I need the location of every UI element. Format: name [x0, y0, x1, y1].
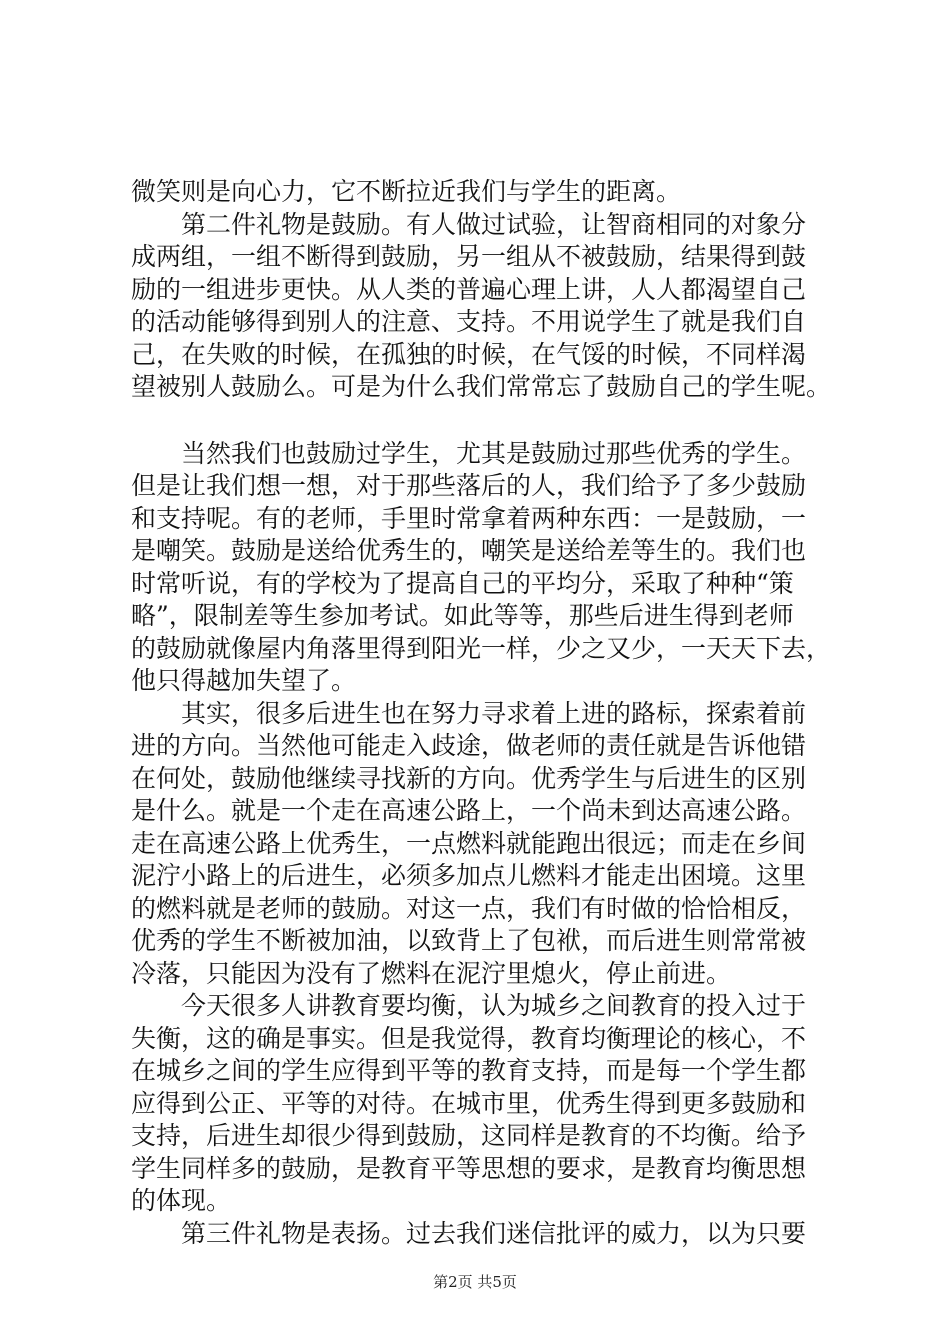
text-line: 今天很多人讲教育要均衡，认为城乡之间教育的投入过于 — [131, 991, 807, 1020]
text-line: 其实，很多后进生也在努力寻求着上进的路标，探索着前 — [131, 698, 807, 728]
text-line: 望被别人鼓励么。可是为什么我们常常忘了鼓励自己的学生呢。 — [131, 372, 831, 401]
text-line: 的鼓励就像屋内角落里得到阳光一样，少之又少，一天天下去， — [131, 633, 831, 663]
text-line: 当然我们也鼓励过学生，尤其是鼓励过那些优秀的学生。 — [131, 438, 807, 468]
text-line: 第二件礼物是鼓励。有人做过试验，让智商相同的对象分 — [131, 209, 807, 239]
text-line: 学生同样多的鼓励，是教育平等思想的要求，是教育均衡思想 — [131, 1153, 807, 1183]
text-line: 泥泞小路上的后进生，必须多加点儿燃料才能走出困境。这里 — [131, 861, 807, 890]
text-line: 失衡，这的确是事实。但是我觉得，教育均衡理论的核心，不 — [131, 1023, 807, 1053]
paragraph-gap — [131, 404, 831, 438]
text-line: 应得到公正、平等的对待。在城市里，优秀生得到更多鼓励和 — [131, 1088, 807, 1118]
text-line: 但是让我们想一想，对于那些落后的人，我们给予了多少鼓励 — [131, 471, 807, 500]
text-line: 时常听说，有的学校为了提高自己的平均分，采取了种种“策 — [131, 568, 794, 598]
text-block-1 — [131, 176, 831, 404]
text-block-2 — [131, 438, 831, 1251]
text-line: 在何处，鼓励他继续寻找新的方向。优秀学生与后进生的区别 — [131, 763, 807, 793]
text-line: 在城乡之间的学生应得到平等的教育支持，而是每一个学生都 — [131, 1056, 807, 1085]
text-line: 和支持呢。有的老师，手里时常拿着两种东西：一是鼓励，一 — [131, 503, 807, 533]
text-line: 的燃料就是老师的鼓励。对这一点，我们有时做的恰恰相反， — [131, 893, 807, 923]
text-line: 优秀的学生不断被加油，以致背上了包袱，而后进生则常常被 — [131, 926, 807, 955]
text-line: 支持，后进生却很少得到鼓励，这同样是教育的不均衡。给予 — [131, 1121, 807, 1150]
text-line: 己，在失败的时候，在孤独的时候，在气馁的时候，不同样渴 — [131, 339, 807, 369]
text-line: 他只得越加失望了。 — [131, 666, 357, 695]
text-line: 是嘲笑。鼓励是送给优秀生的，嘲笑是送给差等生的。我们也 — [131, 536, 807, 565]
document-body — [131, 176, 831, 1250]
text-line: 走在高速公路上优秀生，一点燃料就能跑出很远；而走在乡间 — [131, 828, 807, 858]
text-line: 的活动能够得到别人的注意、支持。不用说学生了就是我们自 — [131, 307, 807, 336]
text-line: 成两组，一组不断得到鼓励，另一组从不被鼓励，结果得到鼓 — [131, 242, 807, 271]
page-footer: 第2页 共5页 — [433, 1273, 517, 1291]
text-line: 冷落，只能因为没有了燃料在泥泞里熄火，停止前进。 — [131, 958, 732, 988]
text-line: 进的方向。当然他可能走入歧途，做老师的责任就是告诉他错 — [131, 731, 807, 760]
text-line: 第三件礼物是表扬。过去我们迷信批评的威力，以为只要 — [131, 1218, 807, 1248]
text-line: 是什么。就是一个走在高速公路上，一个尚未到达高速公路。 — [131, 796, 807, 825]
text-line: 的体现。 — [131, 1186, 232, 1215]
text-line: 略”，限制差等生参加考试。如此等等，那些后进生得到老师 — [131, 601, 794, 630]
text-line: 微笑则是向心力，它不断拉近我们与学生的距离。 — [131, 177, 682, 206]
text-line: 励的一组进步更快。从人类的普遍心理上讲，人人都渴望自己 — [131, 274, 807, 304]
